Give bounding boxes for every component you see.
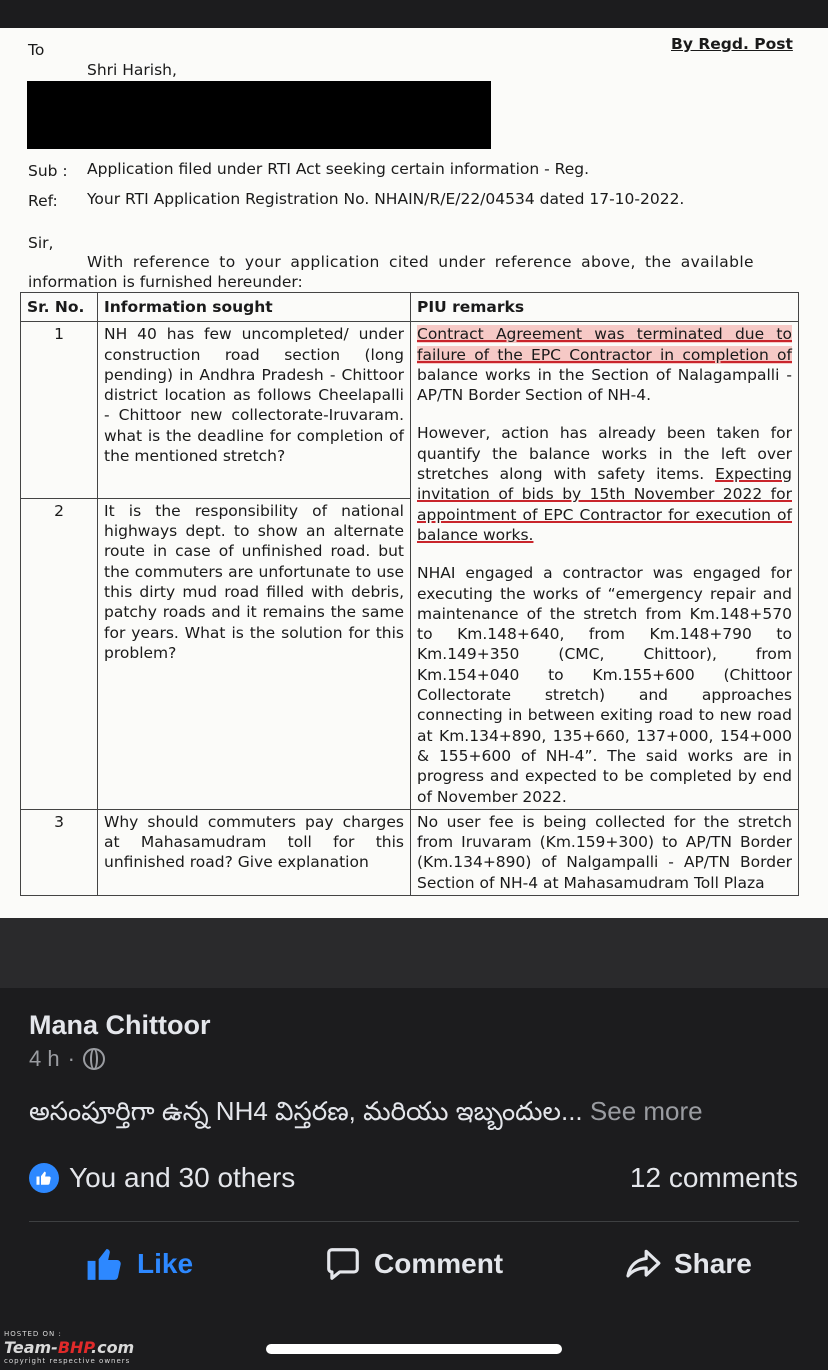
- see-more-link[interactable]: See more: [589, 1096, 703, 1126]
- table-row: [21, 322, 799, 499]
- row-info: NH 40 has few uncompleted/ under construction road section (long pending) in Andhra Pradesh - Chittoor district location as follows Cheelapalli - Chittoor new collectorate-Iruvaram. what is the deadline for completion of the mentioned stretch?: [98, 322, 411, 499]
- remarks-para-1: Contract Agreement was terminated due to failure of the EPC Contractor in completion of balance works in the Section of Nalagampalli - AP/TN Border Section of NH-4.: [417, 325, 792, 405]
- watermark-copyright: copyright respective owners: [4, 1357, 131, 1365]
- share-button[interactable]: [624, 1245, 752, 1283]
- like-button[interactable]: [85, 1245, 193, 1283]
- globe-icon: [83, 1048, 105, 1070]
- rti-table: [20, 292, 799, 896]
- highlighted-text: Contract Agreement was terminated due to failure of the EPC Contractor in completion of: [417, 325, 792, 364]
- row-info: Why should commuters pay charges at Mahasamudram toll for this unfinished road? Give explanation: [98, 809, 411, 895]
- row-sr: 2: [21, 498, 98, 809]
- top-bar: [0, 0, 828, 28]
- thumbs-up-icon: [85, 1245, 125, 1283]
- like-reaction-icon: [29, 1163, 59, 1193]
- ref-label: Ref:: [28, 192, 58, 210]
- ref-text: Your RTI Application Registration No. NHAIN/R/E/22/04534 dated 17-10-2022.: [87, 190, 685, 208]
- facebook-post: [0, 988, 828, 1370]
- underlined-text: Expecting invitation of bids by 15th November 2022 for appointment of EPC Contractor for execution of balance works.: [417, 465, 792, 544]
- rti-letter-image[interactable]: [0, 28, 828, 918]
- share-label: Share: [674, 1248, 752, 1279]
- reactions-text: You and 30 others: [69, 1162, 296, 1193]
- remarks-para-2: However, action has already been taken for quantify the balance works in the left over stretches along with safety items. Expecting invitation of bids by 15th November 2022 for appointment of EPC Contractor for execution of balance works.: [417, 424, 792, 544]
- comment-label: Comment: [374, 1248, 504, 1279]
- col-header-remarks: PIU remarks: [411, 293, 799, 322]
- intro-line-2: information is furnished hereunder:: [28, 273, 303, 291]
- post-caption: [29, 1096, 703, 1133]
- redacted-block: [27, 81, 491, 149]
- letter-addressee: Shri Harish,: [87, 61, 177, 79]
- letter-to: To: [28, 41, 45, 59]
- row-remarks: No user fee is being collected for the stretch from Iruvaram (Km.159+300) to AP/TN Border (Km.134+890) of Nalgampalli - AP/TN Border Section of NH-4 at Mahasamudram Toll Plaza: [411, 809, 799, 895]
- col-header-info: Information sought: [98, 293, 411, 322]
- remarks-para-3: NHAI engaged a contractor was engaged for executing the works of “emergency repair and maintenance of the stretch from Km.148+570 to Km.148+640, from Km.148+790 to Km.149+350 (CMC, Chittoor), from Km.154+040 to Km.155+600 (Chittoor Collectorate stretch) and approaches connecting in between exiting road to new road at Km.134+890, 135+660, 137+000, 154+000 & 155+600 of NH-4”. The said works are in progress and expected to be completed by end of November 2022.: [417, 564, 792, 806]
- separator-band: [0, 918, 828, 988]
- table-row: [21, 809, 799, 895]
- meta-separator: ·: [67, 1046, 75, 1071]
- sub-label: Sub :: [28, 162, 68, 180]
- table-header-row: [21, 293, 799, 322]
- reactions-summary[interactable]: [29, 1162, 295, 1194]
- col-header-sr: Sr. No.: [21, 293, 98, 322]
- watermark-brand: Team-BHP.com: [4, 1338, 135, 1357]
- share-icon: [624, 1245, 662, 1283]
- row-info: It is the responsibility of national highways dept. to show an alternate route in case of unfinished road. but the commuters are unfortunate to use this dirty mud road filled with debris, patchy roads and it remains the same for years. What is the solution for this problem?: [98, 498, 411, 809]
- caption-text: అసంపూర్తిగా ఉన్న NH4 విస్తరణ, మరియు ఇబ్బందుల...: [29, 1096, 583, 1126]
- comment-icon: [324, 1245, 362, 1283]
- row-sr: 3: [21, 809, 98, 895]
- regd-post-label: By Regd. Post: [671, 35, 793, 53]
- watermark-hosted: HOSTED ON :: [4, 1330, 62, 1338]
- page-name[interactable]: Mana Chittoor: [29, 1010, 211, 1040]
- sub-text: Application filed under RTI Act seeking certain information - Reg.: [87, 160, 590, 178]
- comment-button[interactable]: [324, 1245, 503, 1283]
- comments-count[interactable]: 12 comments: [629, 1162, 798, 1193]
- divider: [29, 1221, 799, 1222]
- watermark: [4, 1330, 134, 1365]
- row-sr: 1: [21, 322, 98, 499]
- post-time[interactable]: 4 h: [29, 1046, 60, 1071]
- like-label: Like: [137, 1248, 194, 1279]
- post-meta: [29, 1046, 105, 1072]
- intro-line-1: With reference to your application cited under reference above, the available: [87, 253, 754, 271]
- home-indicator[interactable]: [266, 1344, 562, 1354]
- salutation: Sir,: [28, 234, 54, 252]
- row-remarks: [411, 322, 799, 810]
